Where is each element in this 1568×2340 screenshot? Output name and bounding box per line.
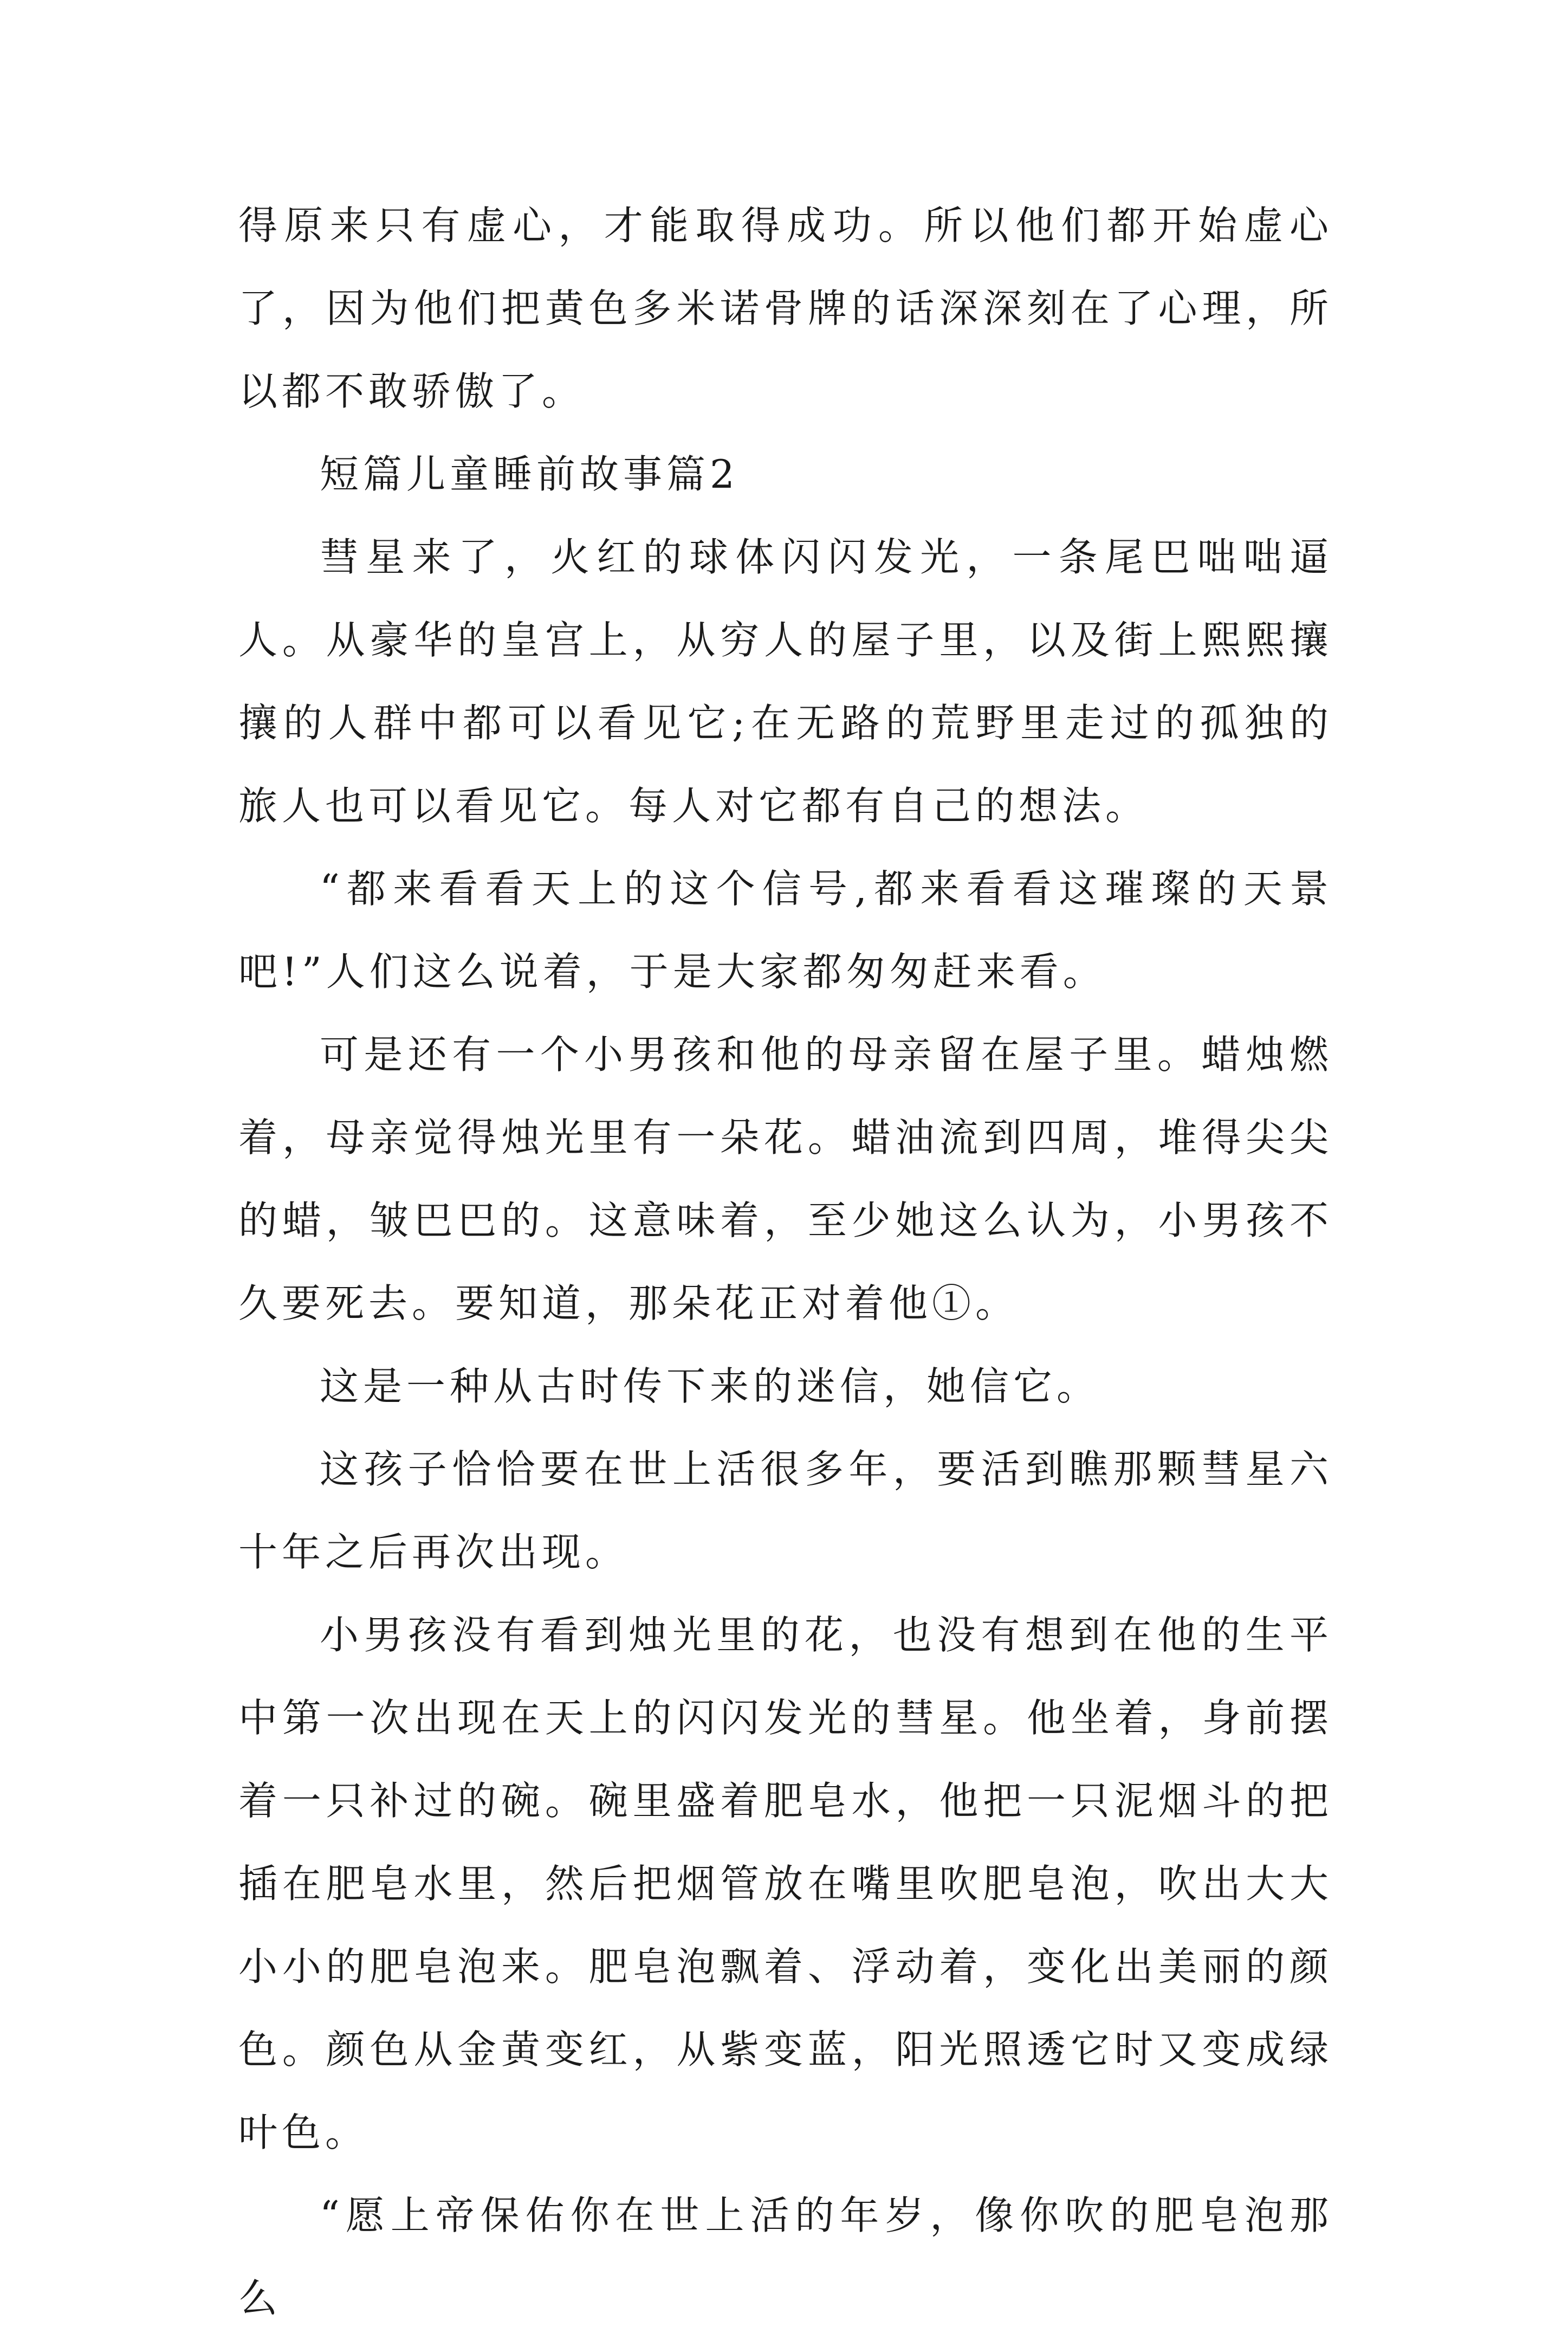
continuation-paragraph: 得原来只有虚心，才能取得成功。所以他们都开始虚心了，因为他们把黄色多米诺骨牌的话深深刻在了心理，所以都不敢骄傲了。 [238,203,1333,414]
paragraph: 这孩子恰恰要在世上活很多年，要活到瞧那颗彗星六十年之后再次出现。 [238,1446,1333,1575]
paragraph: “都来看看天上的这个信号,都来看看这璀璨的天景吧!”人们这么说着，于是大家都匆匆赶来看。 [238,866,1333,994]
paragraph: 可是还有一个小男孩和他的母亲留在屋子里。蜡烛燃着，母亲觉得烛光里有一朵花。蜡油流到四周，堆得尖尖的蜡，皱巴巴的。这意味着，至少她这么认为，小男孩不久要死去。要知道，那朵花正对着他①。 [238,1032,1333,1326]
section-heading: 短篇儿童睡前故事篇2 [320,451,739,497]
document-body [238,184,1333,2340]
paragraph: “愿上帝保佑你在世上活的年岁，像你吹的肥皂泡那么 [238,2193,1333,2321]
paragraph: 这是一种从古时传下来的迷信，她信它。 [320,1363,1100,1409]
paragraph: 小男孩没有看到烛光里的花，也没有想到在他的生平中第一次出现在天上的闪闪发光的彗星。他坐着，身前摆着一只补过的碗。碗里盛着肥皂水，他把一只泥烟斗的把插在肥皂水里，然后把烟管放在嘴里吹肥皂泡，吹出大大小小的肥皂泡来。肥皂泡飘着、浮动着，变化出美丽的颜色。颜色从金黄变红，从紫变蓝，阳光照透它时又变成绿叶色。 [238,1612,1333,2155]
paragraph: 彗星来了，火红的球体闪闪发光，一条尾巴咄咄逼人。从豪华的皇宫上，从穷人的屋子里，以及街上熙熙攘攘的人群中都可以看见它;在无路的荒野里走过的孤独的旅人也可以看见它。每人对它都有自己的想法。 [238,534,1333,829]
